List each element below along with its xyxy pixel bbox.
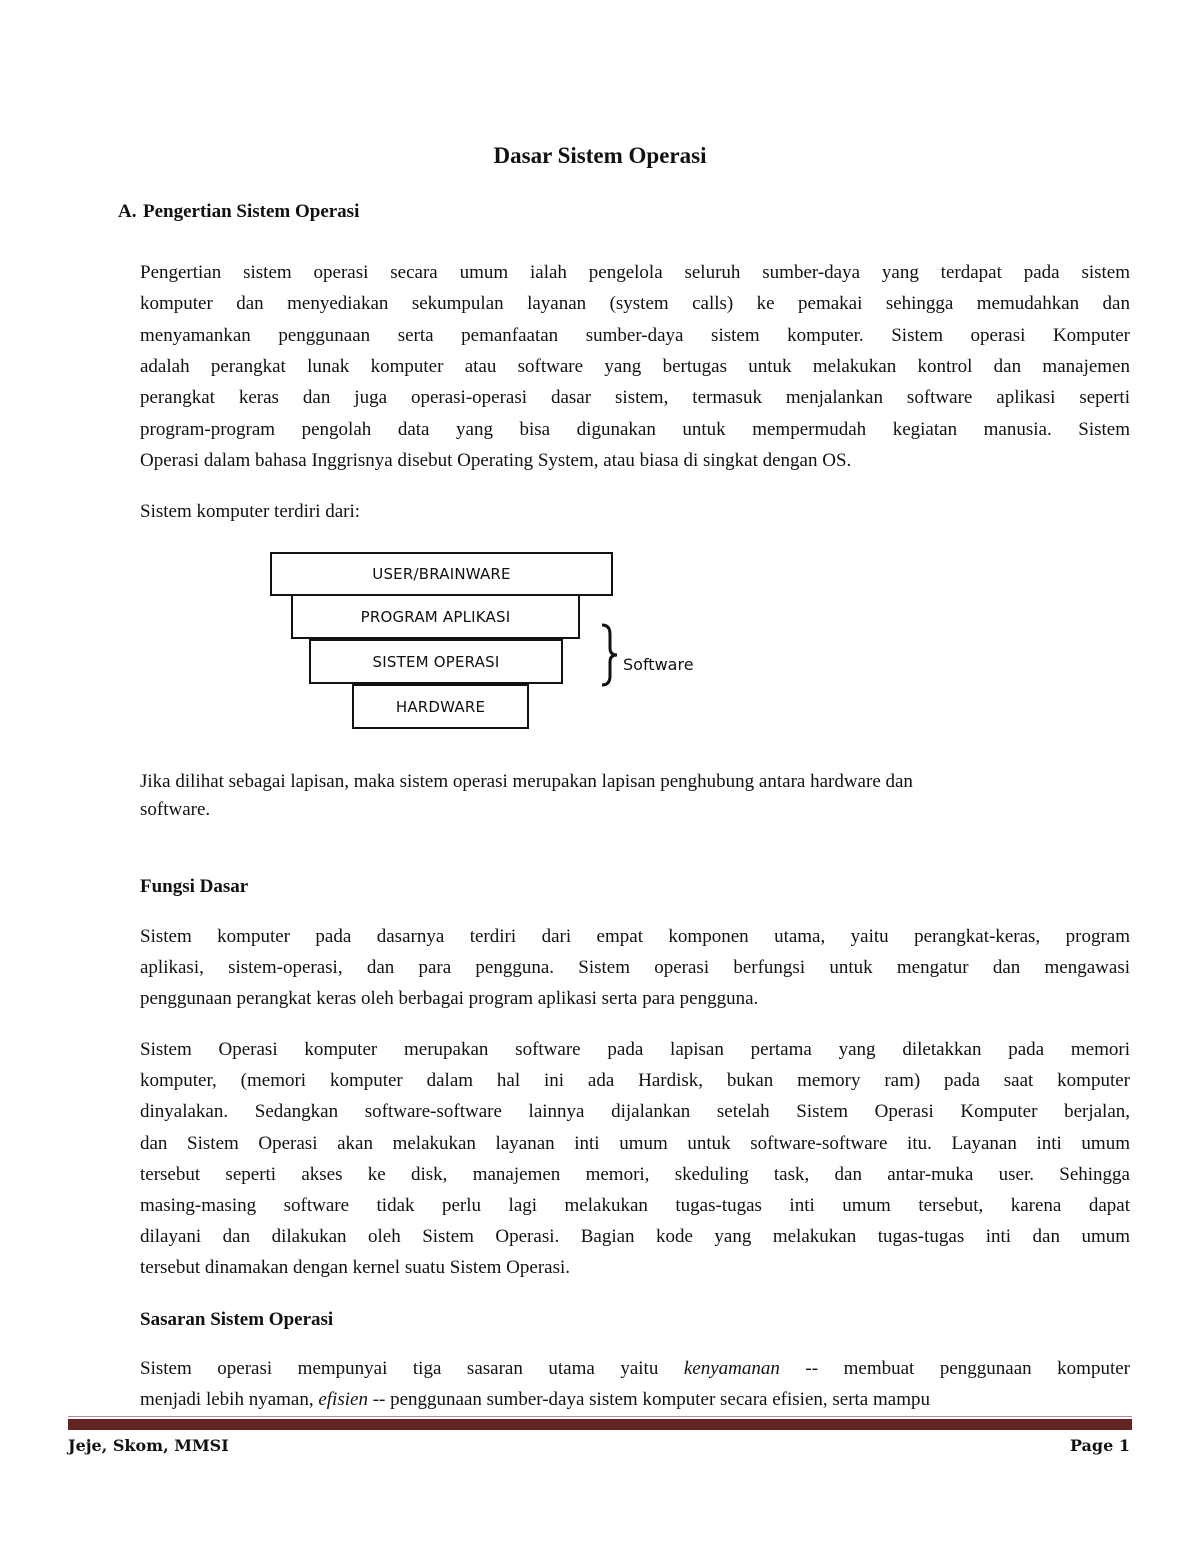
footer-author: Jeje, Skom, MMSI <box>68 1436 229 1455</box>
text-line: komputer, (memori komputer dalam hal ini ada Hardisk, bukan memory ram) pada saat komputer <box>140 1070 1130 1092</box>
text-line: program-program pengolah data yang bisa digunakan untuk mempermudah kegiatan manusia. Sistem <box>140 418 1130 440</box>
text-segment: Sistem operasi mempunyai tiga sasaran utama yaitu <box>140 1358 684 1379</box>
text-line: tersebut dinamakan dengan kernel suatu Sistem Operasi. <box>140 1257 571 1279</box>
text-line: Pengertian sistem operasi secara umum ialah pengelola seluruh sumber-daya yang terdapat pada sistem <box>140 262 1130 283</box>
text-line: software. <box>140 799 211 820</box>
text-line: penggunaan perangkat keras oleh berbagai program aplikasi serta para pengguna. <box>140 988 759 1009</box>
text-segment: menjadi lebih nyaman, <box>140 1389 319 1410</box>
text-line <box>140 1358 1130 1380</box>
layer-hardware: HARDWARE <box>352 684 529 729</box>
section-number: A. <box>118 201 137 222</box>
text-line: aplikasi, sistem-operasi, dan para pengguna. Sistem operasi berfungsi untuk mengatur dan mengawasi <box>140 957 1130 978</box>
section-heading: Pengertian Sistem Operasi <box>143 201 360 222</box>
text-line: menyamankan penggunaan serta pemanfaatan sumber-daya sistem komputer. Sistem operasi Komputer <box>140 324 1130 346</box>
text-line: Sistem Operasi komputer merupakan software pada lapisan pertama yang diletakkan pada memori <box>140 1039 1130 1060</box>
text-line: masing-masing software tidak perlu lagi melakukan tugas-tugas inti umum tersebut, karena dapat <box>140 1195 1130 1216</box>
fungsi-heading: Fungsi Dasar <box>140 876 249 897</box>
footer-rule <box>68 1419 1132 1430</box>
emphasis-text: kenyamanan <box>683 1358 780 1379</box>
text-line: adalah perangkat lunak komputer atau software yang bertugas untuk melakukan kontrol dan manajemen <box>140 355 1130 377</box>
text-line: tersebut seperti akses ke disk, manajemen memori, skeduling task, dan antar-muka user. Sehingga <box>140 1163 1130 1185</box>
text-line <box>140 1389 1130 1411</box>
diagram-intro: Sistem komputer terdiri dari: <box>140 501 361 522</box>
software-label: Software <box>623 655 694 674</box>
text-line: perangkat keras dan juga operasi-operasi dasar sistem, termasuk menjalankan software aplikasi seperti <box>140 387 1130 409</box>
footer-thin-rule <box>68 1416 1132 1417</box>
text-line: dinyalakan. Sedangkan software-software lainnya dijalankan setelah Sistem Operasi Komputer berjalan, <box>140 1101 1130 1123</box>
text-line: Sistem komputer pada dasarnya terdiri dari empat komponen utama, yaitu perangkat-keras, program <box>140 926 1130 947</box>
emphasis-text: efisien <box>318 1389 368 1410</box>
text-line: dilayani dan dilakukan oleh Sistem Operasi. Bagian kode yang melakukan tugas-tugas inti dan umum <box>140 1226 1130 1248</box>
curly-brace-icon <box>598 622 624 688</box>
layer-program-aplikasi: PROGRAM APLIKASI <box>291 594 580 639</box>
footer-page-number: Page 1 <box>1069 1436 1130 1455</box>
text-line: komputer dan menyediakan sekumpulan layanan (system calls) ke pemakai sehingga memudahkan dan <box>140 293 1130 315</box>
layer-sistem-operasi: SISTEM OPERASI <box>309 639 563 684</box>
text-segment: -- membuat penggunaan komputer <box>779 1358 1130 1379</box>
text-line: Jika dilihat sebagai lapisan, maka sistem operasi merupakan lapisan penghubung antara hardware dan <box>140 771 913 792</box>
text-line: dan Sistem Operasi akan melakukan layanan inti umum untuk software-software itu. Layanan inti umum <box>140 1132 1130 1154</box>
document-title: Dasar Sistem Operasi <box>493 143 707 168</box>
text-line: Operasi dalam bahasa Inggrisnya disebut Operating System, atau biasa di singkat dengan OS. <box>140 449 852 471</box>
text-segment: -- penggunaan sumber-daya sistem komputer secara efisien, serta mampu <box>367 1389 930 1410</box>
layer-user: USER/BRAINWARE <box>270 552 613 596</box>
sasaran-heading: Sasaran Sistem Operasi <box>140 1309 334 1330</box>
